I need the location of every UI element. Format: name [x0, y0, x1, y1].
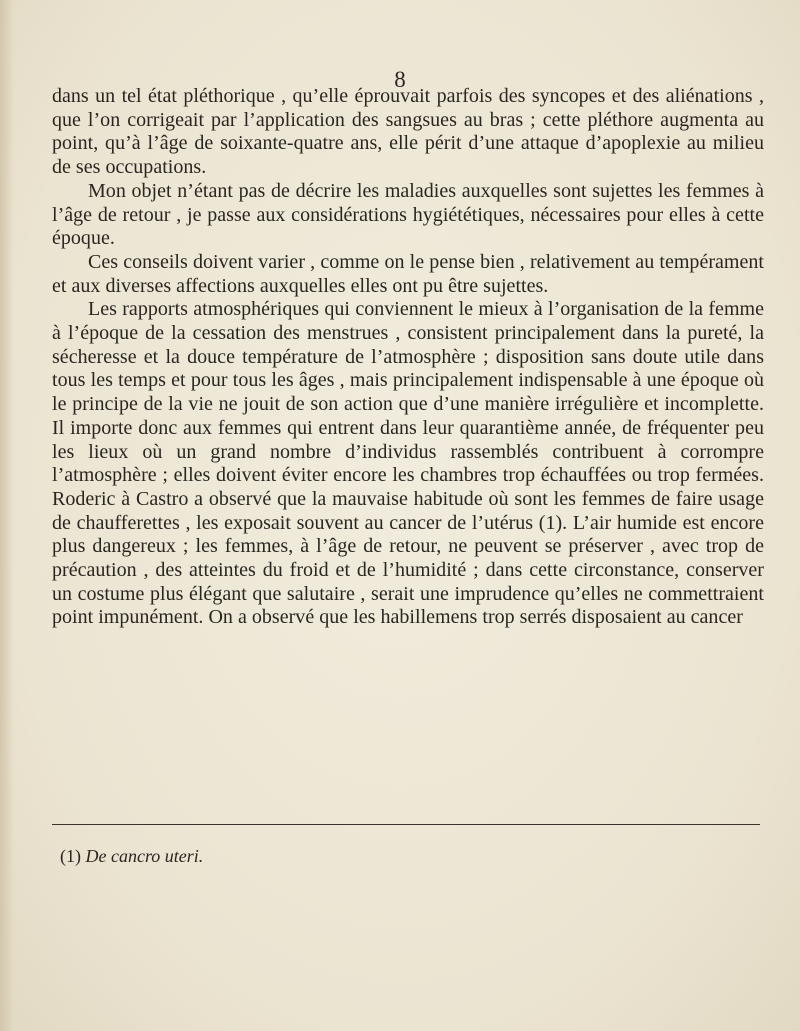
paragraph-2: Mon objet n’étant pas de décrire les maladies auxquelles sont sujettes les femmes à l’âge de retour , je passe aux considérations hygiététiques, nécessaires pour elles à cette époque. — [52, 179, 764, 250]
footnote-text: De cancro uteri. — [85, 846, 204, 866]
footnote-marker: (1) — [60, 846, 81, 866]
paragraph-4: Les rapports atmosphériques qui conviennent le mieux à l’organisation de la femme à l’époque de la cessation des menstrues , consistent principalement dans la pureté, la sécheresse et la douce température de l’atmosphère ; disposition sans doute utile dans tous les temps et pour tous les âges , mais principalement indispensable à une époque où le principe de la vie ne jouit de son action que d’une manière irrégulière et incomplette. Il importe donc aux femmes qui entrent dans leur quarantième année, de fréquenter peu les lieux où un grand nombre d’individus rassemblés contribuent à corrompre l’atmosphère ; elles doivent éviter encore les chambres trop échauffées ou trop fermées. Roderic à Castro a observé que la mauvaise habitude où sont les femmes de faire usage de chaufferettes , les exposait souvent au cancer de l’utérus (1). L’air humide est encore plus dangereux ; les femmes, à l’âge de retour, ne peuvent se préserver , avec trop de précaution , des atteintes du froid et de l’humidité ; dans cette circonstance, conserver un costume plus élégant que salutaire , serait une imprudence qu’elles ne commettraient point impunément. On a observé que les habillemens trop serrés disposaient au cancer — [52, 298, 764, 629]
body-text — [52, 85, 764, 630]
paragraph-1: dans un tel état pléthorique , qu’elle éprouvait parfois des syncopes et des aliénations , que l’on corrigeait par l’application des sangsues au bras ; cette pléthore augmenta au point, qu’à l’âge de soixante-quatre ans, elle périt d’une attaque d’apoplexie au milieu de ses occupations. — [52, 85, 764, 179]
footnote — [60, 845, 203, 867]
paragraph-3: Ces conseils doivent varier , comme on le pense bien , relativement au tempérament et aux diverses affections auxquelles elles ont pu être sujettes. — [52, 250, 764, 297]
page-number: 8 — [394, 67, 406, 92]
binding-shadow — [0, 0, 14, 1031]
footnote-divider — [52, 824, 760, 825]
